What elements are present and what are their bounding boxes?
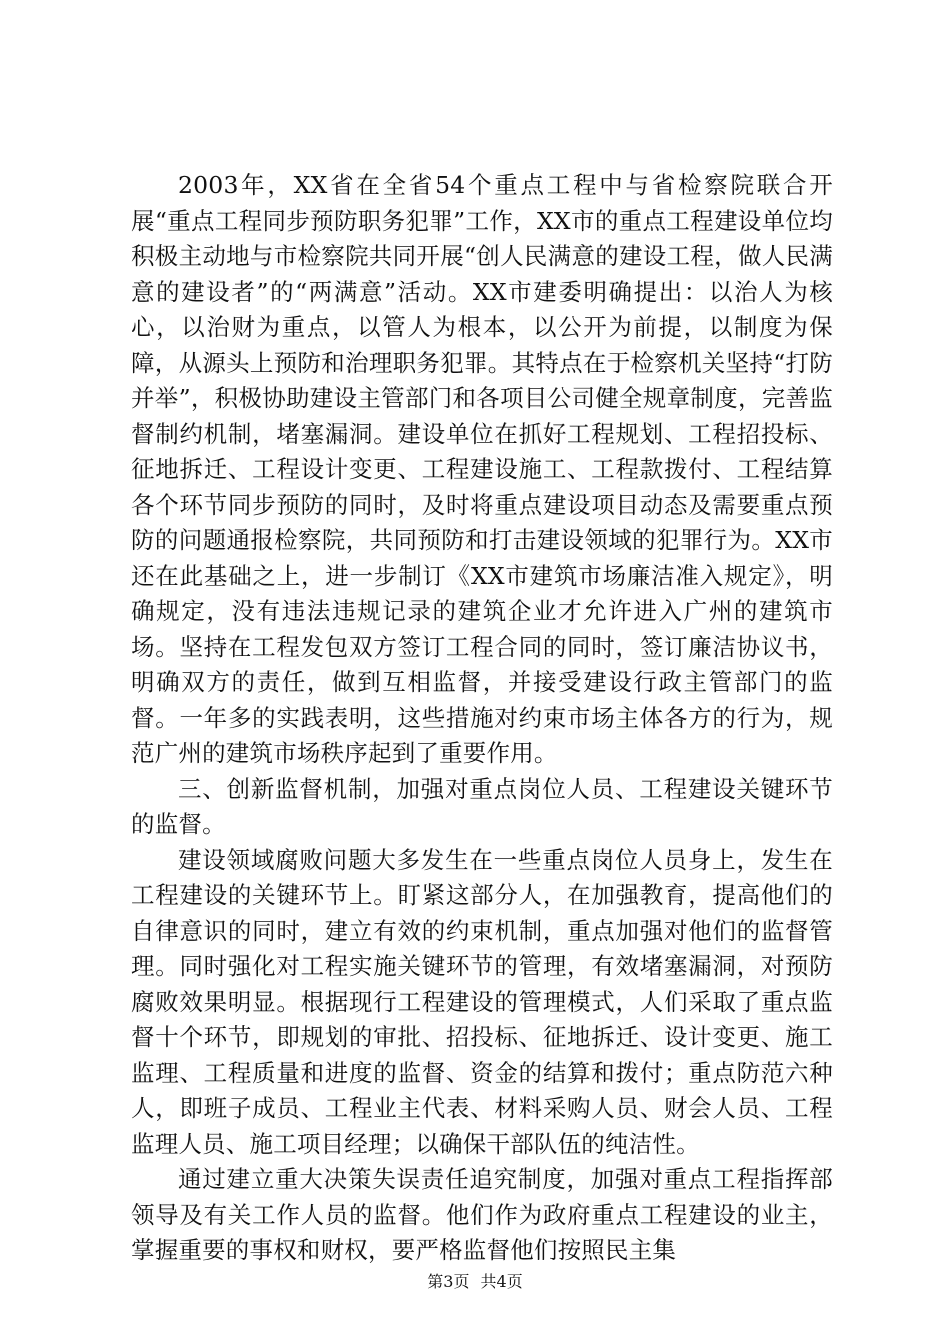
- paragraph-1: 2003年，XX省在全省54个重点工程中与省检察院联合开展“重点工程同步预防职务犯罪”工作，XX市的重点工程建设单位均积极主动地与市检察院共同开展“创人民满意的建设工程，做人民满意的建设者”的“两满意”活动。XX市建委明确提出：以治人为核心，以治财为重点，以管人为根本，以公开为前提，以制度为保障，从源头上预防和治理职务犯罪。其特点在于检察机关坚持“打防并举”，积极协助建设主管部门和各项目公司健全规章制度，完善监督制约机制，堵塞漏洞。建设单位在抓好工程规划、工程招投标、征地拆迁、工程设计变更、工程建设施工、工程款拨付、工程结算各个环节同步预防的同时，及时将重点建设项目动态及需要重点预防的问题通报检察院，共同预防和打击建设领域的犯罪行为。XX市还在此基础之上，进一步制订《XX市建筑市场廉洁准入规定》，明确规定，没有违法违规记录的建筑企业才允许进入广州的建筑市场。坚持在工程发包双方签订工程合同的同时，签订廉洁协议书，明确双方的责任，做到互相监督，并接受建设行政主管部门的监督。一年多的实践表明，这些措施对约束市场主体各方的行为，规范广州的建筑市场秩序起到了重要作用。: [131, 171, 833, 767]
- paragraph-2: 建设领域腐败问题大多发生在一些重点岗位人员身上，发生在工程建设的关键环节上。盯紧这部分人，在加强教育，提高他们的自律意识的同时，建立有效的约束机制，重点加强对他们的监督管理。同时强化对工程实施关键环节的管理，有效堵塞漏洞，对预防腐败效果明显。根据现行工程建设的管理模式，人们采取了重点监督十个环节，即规划的审批、招投标、征地拆迁、设计变更、施工监理、工程质量和进度的监督、资金的结算和拨付；重点防范六种人，即班子成员、工程业主代表、材料采购人员、财会人员、工程监理人员、施工项目经理；以确保干部队伍的纯洁性。: [131, 845, 833, 1158]
- paragraph-3: 通过建立重大决策失误责任追究制度，加强对重点工程指挥部领导及有关工作人员的监督。他们作为政府重点工程建设的业主，掌握重要的事权和财权，要严格监督他们按照民主集: [131, 1165, 833, 1264]
- page-total: 共4页: [480, 1272, 523, 1291]
- document-body: [131, 168, 833, 1269]
- section-heading: 三、创新监督机制，加强对重点岗位人员、工程建设关键环节的监督。: [131, 774, 833, 838]
- page-footer: [0, 1272, 950, 1292]
- page-number: 第3页: [427, 1272, 470, 1291]
